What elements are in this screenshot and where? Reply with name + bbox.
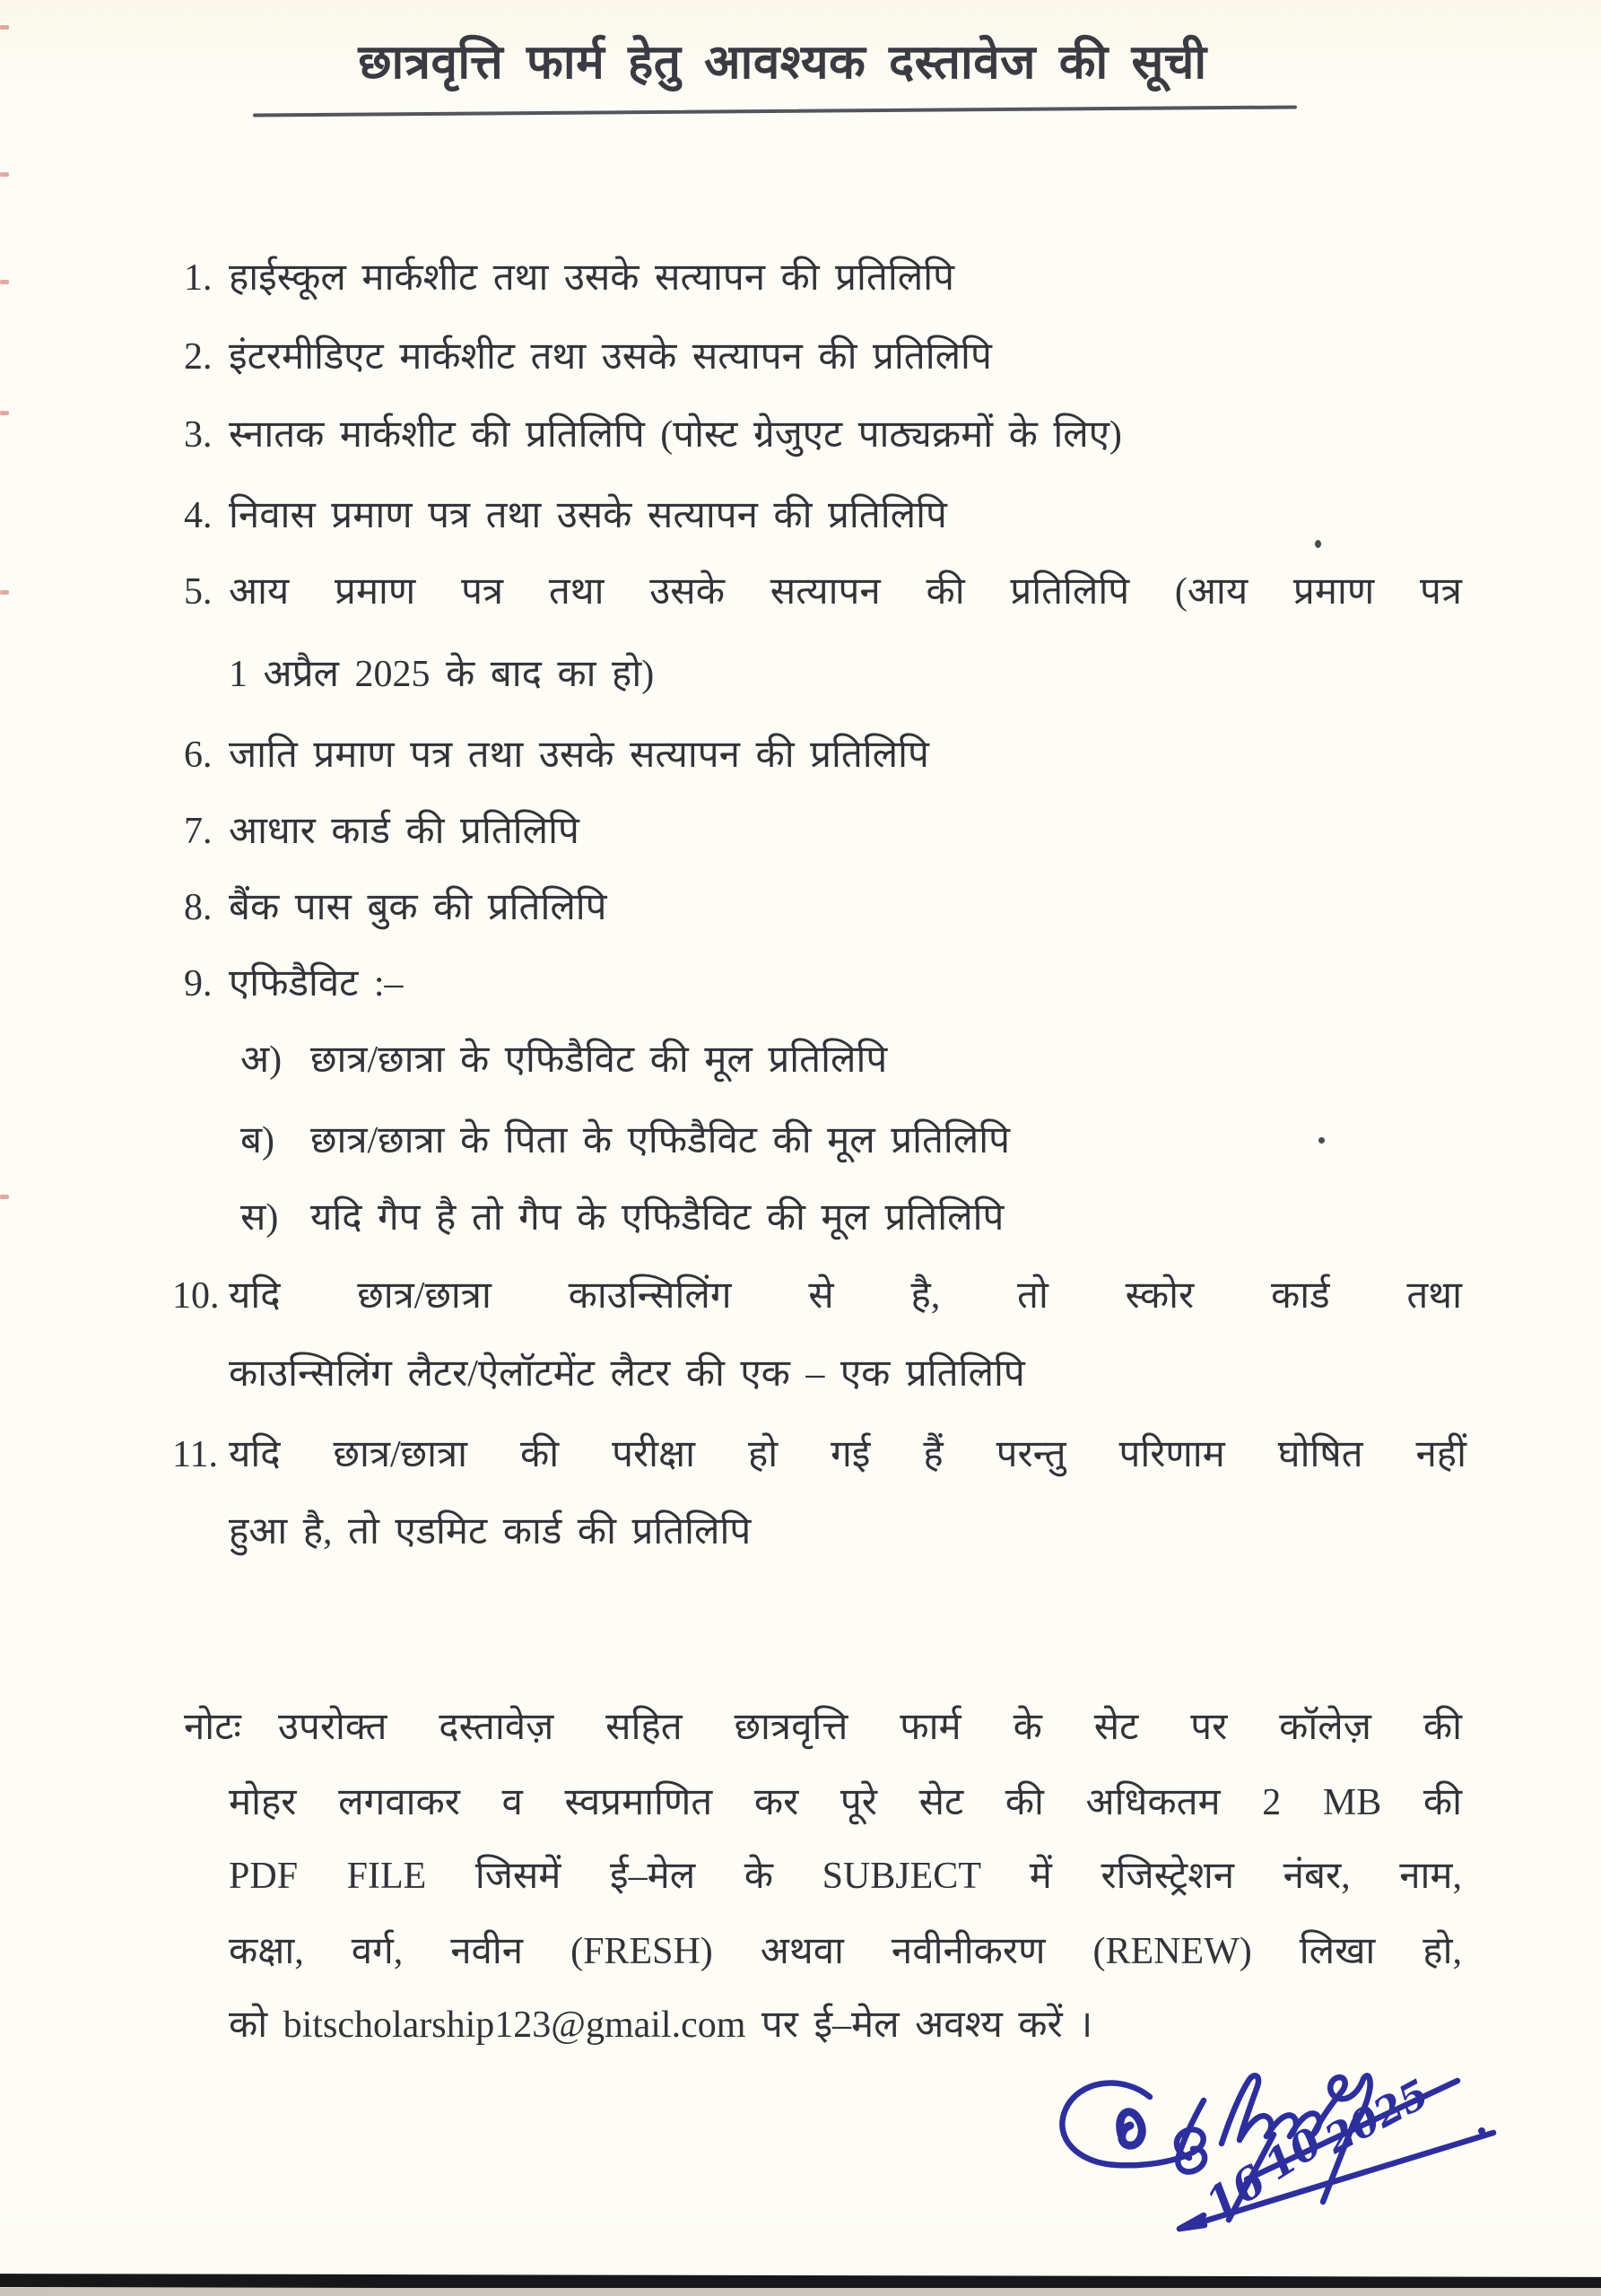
note-text: उपरोक्त दस्तावेज़ सहित छात्रवृत्ति फार्म के सेट पर कॉलेज़ की (278, 1707, 1462, 1748)
note-line-1 (184, 1700, 1462, 1754)
list-item-5 (184, 565, 1462, 619)
list-item-8 (184, 881, 607, 935)
margin-mark (0, 280, 9, 284)
margin-mark (0, 411, 9, 415)
note-line-4 (229, 1925, 1462, 1979)
list-item-number: अ) (240, 1039, 283, 1081)
list-item-text: स्नातक मार्कशीट की प्रतिलिपि (पोस्ट ग्रेजुएट पाठ्यक्रमों के लिए) (229, 414, 1122, 456)
list-item-number: 4. (184, 495, 213, 536)
list-item-text: 1 अप्रैल 2025 के बाद का हो) (229, 654, 655, 695)
list-item-text: इंटरमीडिएट मार्कशीट तथा उसके सत्यापन की प्रतिलिपि (229, 336, 992, 378)
list-item-5-continuation (229, 648, 654, 701)
note-line-2 (229, 1776, 1462, 1830)
note-text: PDF FILE जिसमें ई–मेल के SUBJECT में रजिस्ट्रेशन नंबर, नाम, (229, 1856, 1462, 1897)
list-item-2 (184, 330, 992, 384)
list-item-number: 3. (184, 414, 213, 456)
list-item-text: जाति प्रमाण पत्र तथा उसके सत्यापन की प्रतिलिपि (229, 735, 929, 776)
ink-speck (1315, 540, 1321, 548)
margin-mark (0, 25, 9, 30)
list-item-number: ब) (240, 1120, 274, 1161)
margin-mark (0, 590, 9, 595)
note-text: मोहर लगवाकर व स्वप्रमाणित कर पूरे सेट की अधिकतम 2 MB की (229, 1782, 1462, 1823)
list-item-text: हुआ है, तो एडमिट कार्ड की प्रतिलिपि (229, 1511, 752, 1552)
list-item-number: 1. (184, 257, 213, 299)
list-item-number: 5. (184, 571, 213, 613)
page-title (0, 27, 1601, 92)
note-line-5 (229, 1998, 1092, 2052)
list-item-text: बैंक पास बुक की प्रतिलिपि (229, 887, 607, 928)
title-underline (253, 105, 1297, 117)
signature (1014, 2045, 1516, 2256)
list-item-text: यदि गैप है तो गैप के एफिडैविट की मूल प्रतिलिपि (310, 1197, 1005, 1239)
list-item-4 (184, 489, 947, 543)
page-bottom-shadow (0, 2288, 1601, 2296)
signature-date-year: 2025 (1318, 2071, 1437, 2163)
list-item-text: निवास प्रमाण पत्र तथा उसके सत्यापन की प्रतिलिपि (229, 495, 947, 536)
list-item-number: 11. (172, 1434, 218, 1475)
list-item-text: काउन्सिलिंग लैटर/ऐलॉटमेंट लैटर की एक – एक प्रतिलिपि (229, 1353, 1025, 1395)
list-item-number: 7. (184, 811, 213, 852)
list-item-number: 6. (184, 735, 213, 776)
list-item-number: 8. (184, 887, 213, 928)
note-label: नोटः (184, 1707, 241, 1748)
signature-date-day: 16 (1196, 2155, 1275, 2231)
list-item-number: 2. (184, 336, 213, 378)
list-subitem-s (240, 1191, 1004, 1245)
list-item-3 (184, 408, 1122, 462)
page-title-text: छात्रवृत्ति फार्म हेतु आवश्यक दस्तावेज की सूची (358, 37, 1207, 89)
list-item-text: आय प्रमाण पत्र तथा उसके सत्यापन की प्रतिलिपि (आय प्रमाण पत्र (229, 571, 1462, 613)
list-item-text: एफिडैविट :– (229, 963, 404, 1004)
list-item-text: छात्र/छात्रा के एफिडैविट की मूल प्रतिलिपि (310, 1039, 888, 1081)
list-item-1 (184, 251, 954, 305)
list-item-number: 10. (172, 1275, 220, 1317)
list-item-text: यदि छात्र/छात्रा काउन्सिलिंग से है, तो स्कोर कार्ड तथा (229, 1275, 1462, 1317)
list-item-11-continuation (229, 1505, 751, 1559)
margin-mark (0, 1195, 9, 1199)
list-item-10 (172, 1269, 1462, 1323)
list-item-10-continuation (229, 1347, 1025, 1401)
list-item-text: हाईस्कूल मार्कशीट तथा उसके सत्यापन की प्रतिलिपि (229, 257, 954, 299)
list-subitem-b (240, 1114, 1010, 1168)
note-text: को bitscholarship123@gmail.com पर ई–मेल अवश्य करें । (229, 2005, 1093, 2046)
note-text: कक्षा, वर्ग, नवीन (FRESH) अथवा नवीनीकरण (RENEW) लिखा हो, (229, 1931, 1462, 1972)
margin-mark (0, 172, 9, 177)
signature-date-month: 10 (1256, 2118, 1331, 2190)
list-subitem-a (240, 1033, 887, 1087)
list-item-text: छात्र/छात्रा के पिता के एफिडैविट की मूल प्रतिलिपि (310, 1120, 1011, 1161)
list-item-number: 9. (184, 963, 213, 1004)
note-line-3 (229, 1849, 1462, 1903)
list-item-number: स) (240, 1197, 279, 1239)
list-item-9 (184, 957, 404, 1011)
list-item-7 (184, 804, 579, 858)
list-item-text: यदि छात्र/छात्रा की परीक्षा हो गई हैं परन्तु परिणाम घोषित नहीं (229, 1434, 1466, 1475)
list-item-11 (172, 1428, 1466, 1482)
list-item-text: आधार कार्ड की प्रतिलिपि (229, 811, 579, 852)
list-item-6 (184, 728, 929, 782)
ink-speck (1318, 1137, 1325, 1144)
